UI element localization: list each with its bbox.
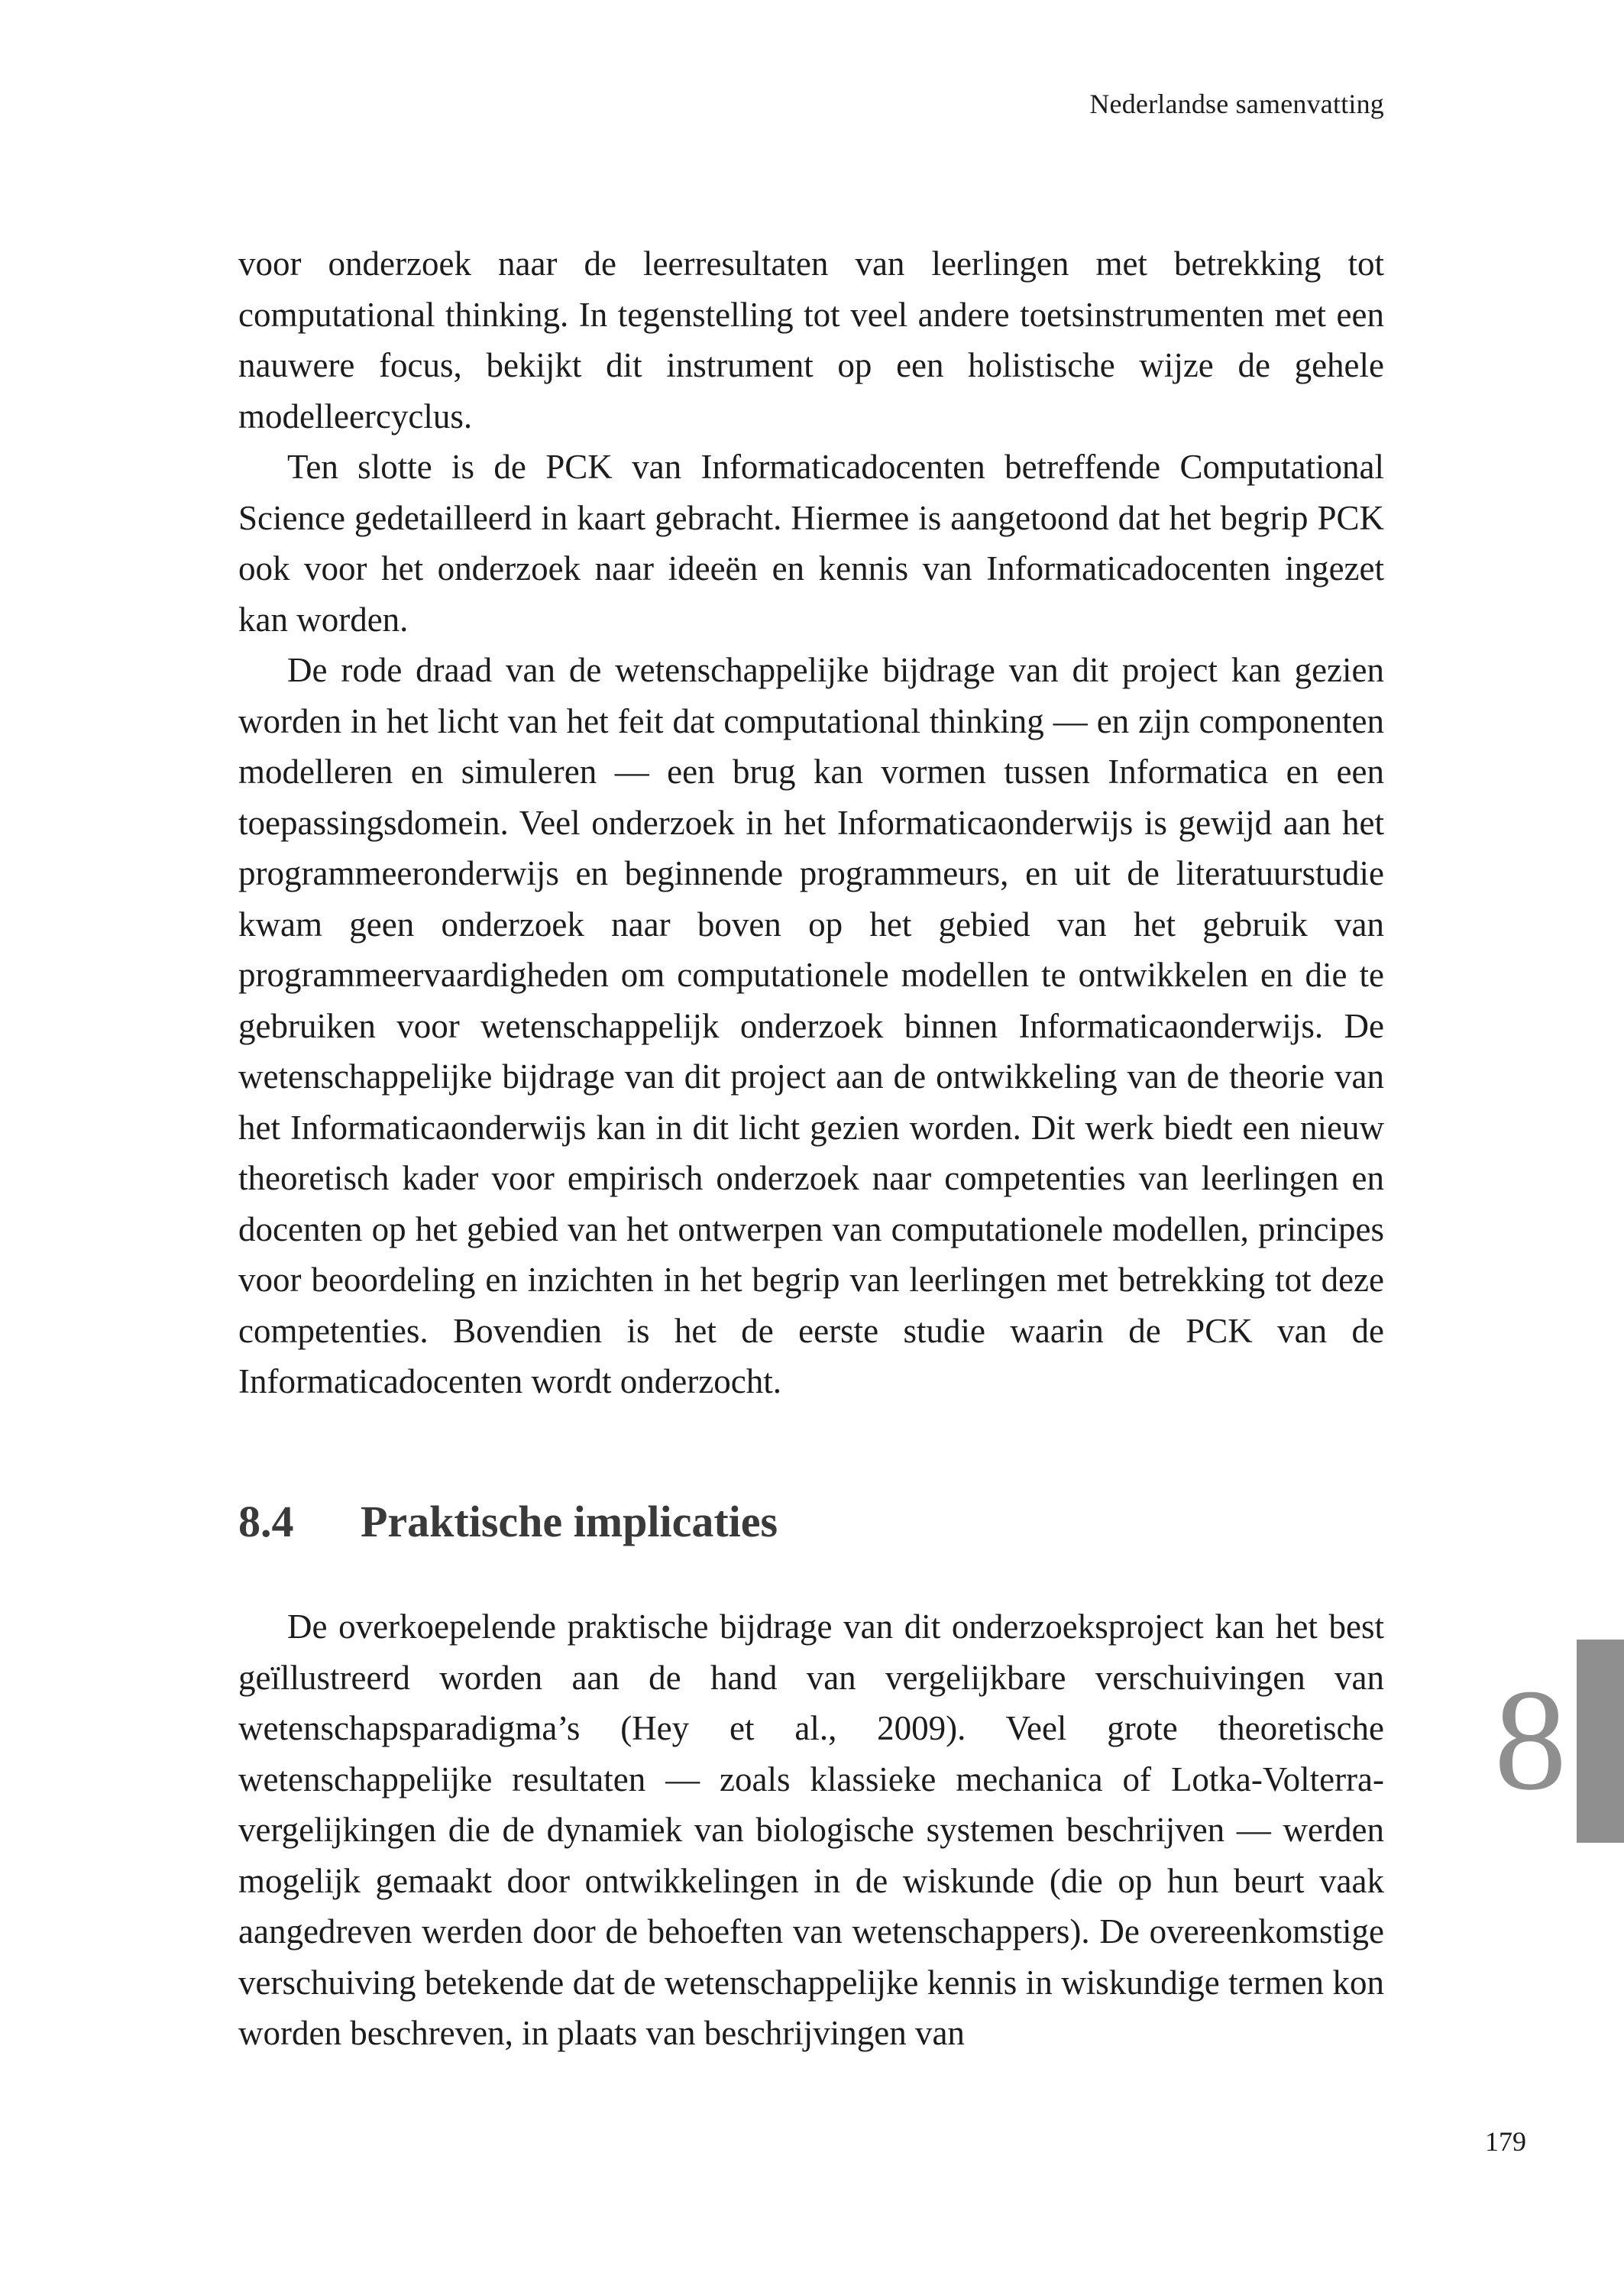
paragraph: De overkoepelende praktische bijdrage van dit onderzoeksproject kan het best geïllustreerd worden aan de hand van vergelijkbare verschuivingen van wetenschapsparadigma’s (Hey et al., 2009). Veel grote theoretische wetenschappelijke resultaten — zoals klassieke mechanica of Lotka-Volterra-vergelijkingen die de dynamiek van biologische systemen beschrijven — werden mogelijk gemaakt door ontwikkelingen in de wiskunde (die op hun beurt vaak aangedreven werden door de behoeften van wetenschappers). De overeenkomstige verschuiving betekende dat de wetenschappelijke kennis in wiskundige termen kon worden beschreven, in plaats van beschrijvingen van (238, 1607, 1384, 2052)
paragraph: Ten slotte is de PCK van Informaticadocenten betreffende Computational Science gedetailleerd in kaart gebracht. Hiermee is aangetoond dat het begrip PCK ook voor het onderzoek naar ideeën en kennis van Informaticadocenten ingezet kan worden. (238, 448, 1384, 639)
section-heading (238, 1495, 778, 1549)
running-header: Nederlandse samenvatting (1089, 89, 1384, 119)
section-title: Praktische implicaties (361, 1497, 778, 1546)
body-text-bottom (238, 1601, 1384, 2059)
page-number: 179 (1485, 2126, 1526, 2157)
paragraph: De rode draad van de wetenschappelijke bijdrage van dit project kan gezien worden in het licht van het feit dat computational thinking — en zijn componenten modelleren en simuleren — een brug kan vormen tussen Informatica en een toepassingsdomein. Veel onderzoek in het Informaticaonderwijs is gewijd aan het programmeeronderwijs en beginnende programmeurs, en uit de literatuurstudie kwam geen onderzoek naar boven op het gebied van het gebruik van programmeervaardigheden om computationele modellen te ontwikkelen en die te gebruiken voor wetenschappelijk onderzoek binnen Informaticaonderwijs. De wetenschappelijke bijdrage van dit project aan de ontwikkeling van de theorie van het Informaticaonderwijs kan in dit licht gezien worden. Dit werk biedt een nieuw theoretisch kader voor empirisch onderzoek naar competenties van leerlingen en docenten op het gebied van het ontwerpen van computationele modellen, principes voor beoordeling en inzichten in het begrip van leerlingen met betrekking tot deze competenties. Bovendien is het de eerste studie waarin de PCK van de Informaticadocenten wordt onderzocht. (238, 651, 1384, 1400)
body-text-top (238, 238, 1384, 1407)
paragraph: voor onderzoek naar de leerresultaten van leerlingen met betrekking tot computational thinking. In tegenstelling tot veel andere toetsinstrumenten met een nauwere focus, bekijkt dit instrument op een holistische wijze de gehele modelleercyclus. (238, 244, 1384, 435)
chapter-tab-marker (1577, 1640, 1624, 1843)
chapter-number: 8 (1494, 1660, 1567, 1821)
section-number: 8.4 (238, 1497, 294, 1546)
